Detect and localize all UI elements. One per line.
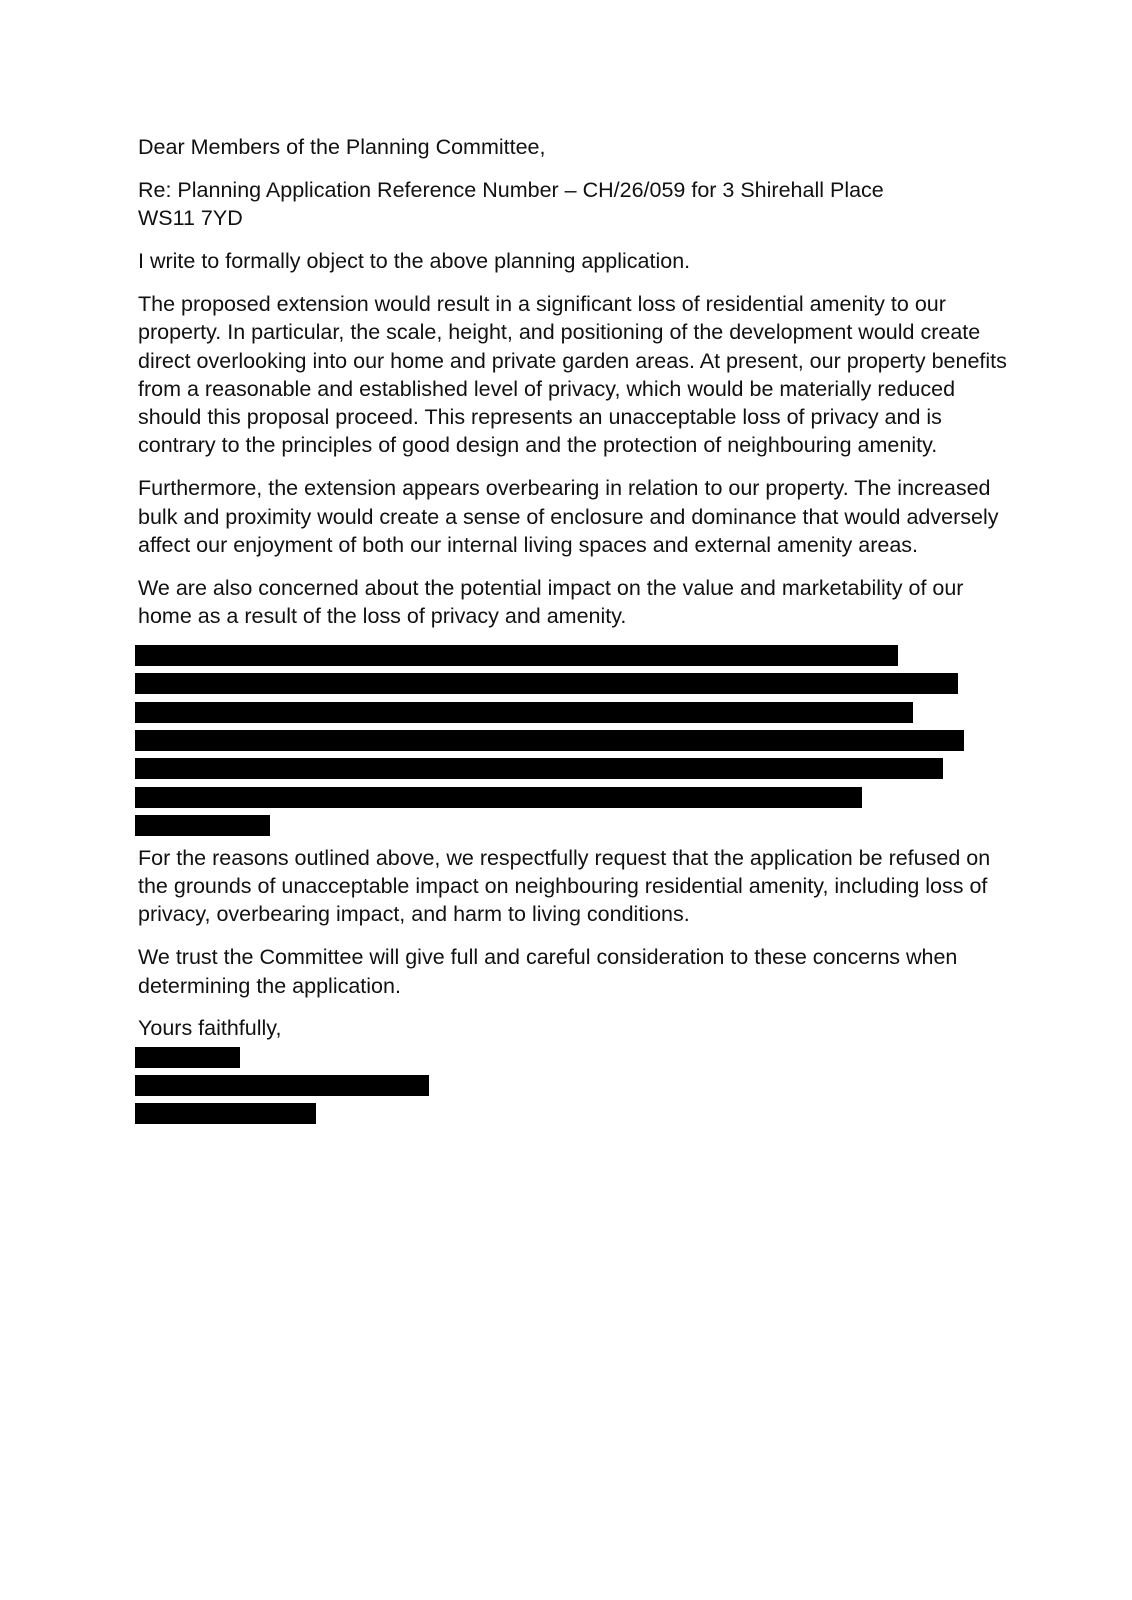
redaction-bar — [135, 1075, 429, 1096]
paragraph-intro: I write to formally object to the above planning application. — [138, 249, 691, 274]
subject-line — [138, 176, 1008, 233]
paragraph-overbearing: Furthermore, the extension appears overbearing in relation to our property. The increased bulk and proximity would create a sense of enclosure and dominance that would adversely affect our enjoyment of both our internal living spaces and external amenity areas. — [138, 476, 999, 557]
subject-line-1: Re: Planning Application Reference Number – CH/26/059 for 3 Shirehall Place — [138, 177, 884, 202]
redaction-bar — [135, 758, 943, 779]
letter-body — [138, 133, 1008, 1132]
redacted-signature — [138, 1047, 1008, 1125]
paragraph-trust: We trust the Committee will give full and careful consideration to these concerns when determining the application. — [138, 945, 958, 998]
redaction-bar — [135, 787, 862, 808]
salutation: Dear Members of the Planning Committee, — [138, 135, 546, 159]
redaction-bar — [135, 1047, 240, 1068]
subject-line-2: WS11 7YD — [138, 206, 243, 231]
redaction-bar — [135, 702, 913, 723]
redaction-bar — [135, 815, 270, 836]
redaction-bar — [135, 645, 898, 666]
paragraph-value: We are also concerned about the potential impact on the value and marketability of our home as a result of the loss of privacy and amenity. — [138, 575, 964, 629]
redaction-bar — [135, 1103, 316, 1124]
redaction-bar — [135, 730, 964, 751]
closing: Yours faithfully, — [138, 1016, 282, 1041]
paragraph-privacy: The proposed extension would result in a significant loss of residential amenity to our property. In particular, the scale, height, and positioning of the development would create direct overlooking into our home and private garden areas. At present, our property benefits from a reasonable and established level of privacy, which would be materially reduced should this proposal proceed. This represents an unacceptable loss of privacy and is contrary to the principles of good design and the protection of neighbouring amenity. — [138, 291, 1007, 458]
paragraph-conclusion: For the reasons outlined above, we respectfully request that the application be refused on the grounds of unacceptable impact on neighbouring residential amenity, including loss of privacy, overbearing impact, and harm to living conditions. — [138, 845, 991, 927]
redaction-bar — [135, 673, 958, 694]
redacted-paragraph — [138, 645, 1008, 836]
